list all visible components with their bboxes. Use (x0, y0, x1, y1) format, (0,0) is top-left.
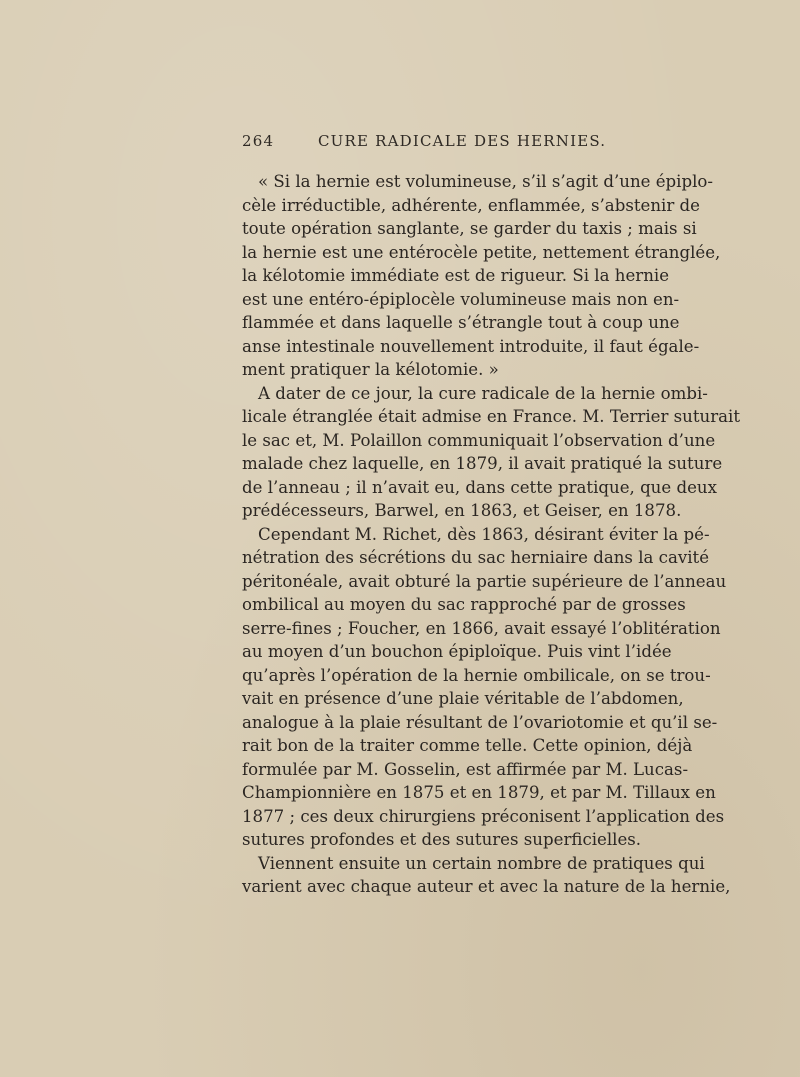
text-line: toute opération sanglante, se garder du taxis ; mais si (242, 219, 697, 238)
page-number: 264 (242, 132, 275, 150)
text-line: Cependant M. Richet, dès 1863, désirant éviter la pé- (258, 524, 710, 544)
text-line: licale étranglée était admise en France. M. Terrier suturait (242, 407, 741, 426)
text-line: varient avec chaque auteur et avec la nature de la hernie, (242, 877, 731, 896)
text-line: est une entéro-épiplocèle volumineuse mais non en- (242, 289, 680, 309)
text-line: de l’anneau ; il n’avait eu, dans cette pratique, que deux (242, 477, 717, 497)
text-line: anse intestinale nouvellement introduite, il faut égale- (242, 336, 700, 356)
text-line: cèle irréductible, adhérente, enflammée, s’abstenir de (242, 195, 700, 215)
text-line: prédécesseurs, Barwel, en 1863, et Geiser, en 1878. (242, 501, 682, 520)
text-line: la kélotomie immédiate est de rigueur. Si la hernie (242, 266, 670, 285)
text-line: ment pratiquer la kélotomie. » (242, 360, 499, 379)
text-line: flammée et dans laquelle s’étrangle tout à coup une (242, 313, 680, 332)
text-line: péritonéale, avait obturé la partie supérieure de l’anneau (242, 571, 727, 591)
text-line: qu’après l’opération de la hernie ombilicale, on se trou- (242, 665, 711, 685)
text-line: serre-fines ; Foucher, en 1866, avait essayé l’oblitération (242, 618, 721, 638)
page-header (242, 132, 648, 156)
text-line: au moyen d’un bouchon épiploïque. Puis vint l’idée (242, 642, 672, 661)
text-line: le sac et, M. Polaillon communiquait l’observation d’une (242, 430, 716, 450)
text-line: ombilical au moyen du sac rapproché par de grosses (242, 595, 686, 614)
text-line: nétration des sécrétions du sac herniaire dans la cavité (242, 548, 710, 567)
text-line: Championnière en 1875 et en 1879, et par M. Tillaux en (242, 783, 716, 802)
text-line: 1877 ; ces deux chirurgiens préconisent l’application des (242, 806, 725, 826)
text-line: la hernie est une entérocèle petite, nettement étranglée, (242, 242, 721, 262)
text-line: malade chez laquelle, en 1879, il avait pratiqué la suture (242, 454, 723, 473)
text-line: « Si la hernie est volumineuse, s’il s’agit d’une épiplo- (258, 172, 714, 191)
text-line: Viennent ensuite un certain nombre de pratiques qui (258, 853, 705, 873)
text-line: sutures profondes et des sutures superficielles. (242, 830, 642, 849)
text-line: A dater de ce jour, la cure radicale de la hernie ombi- (258, 383, 708, 403)
text-line: analogue à la plaie résultant de l’ovariotomie et qu’il se- (242, 712, 718, 732)
text-line: rait bon de la traiter comme telle. Cette opinion, déjà (242, 736, 693, 755)
text-line: formulée par M. Gosselin, est affirmée par M. Lucas- (242, 759, 689, 779)
running-title: CURE RADICALE DES HERNIES. (318, 132, 607, 150)
text-line: vait en présence d’une plaie véritable de l’abdomen, (242, 689, 684, 708)
body-text (242, 170, 741, 899)
